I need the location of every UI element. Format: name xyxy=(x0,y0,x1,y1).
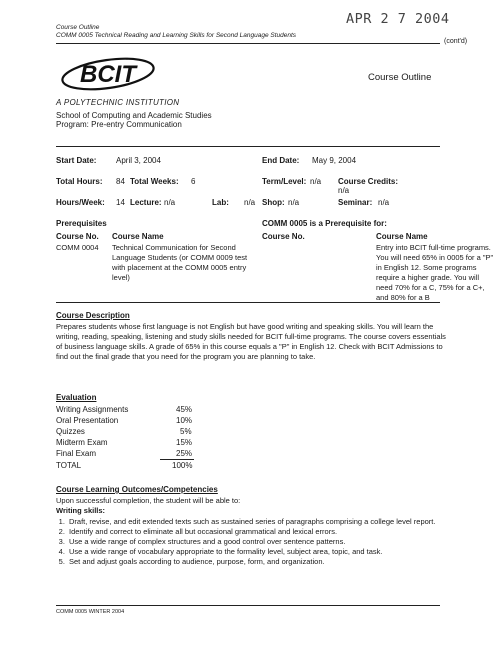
info-top-rule xyxy=(56,146,440,147)
eval-pct-quizzes: 5% xyxy=(180,427,192,436)
writing-skills-subhead: Writing skills: xyxy=(56,506,106,515)
prereq-for-col-course-no: Course No. xyxy=(262,232,305,241)
eval-pct-oral: 10% xyxy=(176,416,193,425)
header-contd: (cont'd) xyxy=(444,38,468,45)
course-description-text: Prepares students whose first language is not English but have good writing and speaking skills. You will learn the writing, reading, speaking, listening and study skills needed for BCIT full-time programs. The course covers essentials of business language skills. A grade of 65% in this course equals a "P" in English 12. Check with BCIT Admissions to find out the final grade that you need for the program you are planning to take. xyxy=(56,322,446,361)
prereq-for-col-course-name: Course Name xyxy=(376,232,428,241)
list-item: 2. Identify and correct to eliminate all but occasional grammatical and lexical errors. xyxy=(67,527,447,537)
end-date-value: May 9, 2004 xyxy=(312,156,357,165)
header-rule xyxy=(56,43,440,44)
prereq-bottom-rule xyxy=(56,302,440,303)
prerequisites-heading: Prerequisites xyxy=(56,219,107,228)
evaluation-title: Evaluation xyxy=(56,393,97,402)
date-stamp: APR 2 7 2004 xyxy=(346,11,450,27)
seminar-label: Seminar: xyxy=(338,198,373,207)
footer-text: COMM 0005 WINTER 2004 xyxy=(56,609,125,615)
prerequisite-for-heading: COMM 0005 is a Prerequisite for: xyxy=(262,219,387,228)
eval-item-midterm: Midterm Exam xyxy=(56,438,108,447)
list-item: 1. Draft, revise, and edit extended texts such as sustained series of paragraphs comprising a college level report. xyxy=(67,517,447,527)
header-course-title: COMM 0005 Technical Reading and Learning Skills for Second Language Students xyxy=(56,32,297,39)
shop-value: n/a xyxy=(288,198,300,207)
prereq-course-name: Technical Communication for Second Language Students (or COMM 0009 test with placement at the COMM 0005 entry level) xyxy=(112,243,248,282)
eval-total-pct: 100% xyxy=(172,461,193,470)
eval-sum-rule xyxy=(160,459,194,460)
eval-total-label: TOTAL xyxy=(56,461,82,470)
footer-rule xyxy=(56,605,440,606)
eval-pct-writing: 45% xyxy=(176,405,193,414)
eval-item-final: Final Exam xyxy=(56,449,97,458)
total-weeks-label: Total Weeks: xyxy=(130,177,179,186)
course-credits-label: Course Credits: xyxy=(338,177,399,186)
total-hours-value: 84 xyxy=(116,177,125,186)
lecture-value: n/a xyxy=(164,198,176,207)
eval-item-quizzes: Quizzes xyxy=(56,427,85,436)
prereq-for-course-name: Entry into BCIT full-time programs. You will need 65% in 0005 for a "P" in English 12. Some programs require a higher grade. You will need 70% for a C, 75% for a C+, and 80% for a B xyxy=(376,243,494,302)
course-credits-value: n/a xyxy=(338,186,350,195)
total-weeks-value: 6 xyxy=(191,177,196,186)
course-description-title: Course Description xyxy=(56,311,130,320)
logo-tagline: A POLYTECHNIC INSTITUTION xyxy=(56,98,180,107)
lab-label: Lab: xyxy=(212,198,229,207)
eval-item-writing: Writing Assignments xyxy=(56,405,129,414)
program-name: Program: Pre-entry Communication xyxy=(56,120,182,129)
outcomes-title: Course Learning Outcomes/Competencies xyxy=(56,485,218,494)
lab-value: n/a xyxy=(244,198,256,207)
prereq-col-course-name: Course Name xyxy=(112,232,164,241)
term-level-value: n/a xyxy=(310,177,322,186)
list-item: 3. Use a wide range of complex structures and a good control over sentence patterns. xyxy=(67,537,447,547)
school-name: School of Computing and Academic Studies xyxy=(56,111,212,120)
eval-pct-midterm: 15% xyxy=(176,438,193,447)
bcit-logo-text: BCIT xyxy=(80,61,136,88)
eval-item-oral: Oral Presentation xyxy=(56,416,119,425)
end-date-label: End Date: xyxy=(262,156,300,165)
term-level-label: Term/Level: xyxy=(262,177,307,186)
outcomes-list xyxy=(56,517,447,567)
hours-week-label: Hours/Week: xyxy=(56,198,105,207)
document-title: Course Outline xyxy=(368,72,432,83)
eval-pct-final: 25% xyxy=(176,449,193,458)
list-item: 5. Set and adjust goals according to audience, purpose, form, and organization. xyxy=(67,557,447,567)
seminar-value: n/a xyxy=(378,198,390,207)
hours-week-value: 14 xyxy=(116,198,125,207)
start-date-label: Start Date: xyxy=(56,156,97,165)
lecture-label: Lecture: xyxy=(130,198,162,207)
bcit-logo xyxy=(58,52,158,98)
shop-label: Shop: xyxy=(262,198,285,207)
header-course-outline: Course Outline xyxy=(56,24,100,31)
start-date-value: April 3, 2004 xyxy=(116,156,161,165)
list-item: 4. Use a wide range of vocabulary appropriate to the formality level, subject area, topic, and task. xyxy=(67,547,447,557)
total-hours-label: Total Hours: xyxy=(56,177,103,186)
prereq-col-course-no: Course No. xyxy=(56,232,99,241)
outcomes-intro: Upon successful completion, the student will be able to: xyxy=(56,496,241,505)
prereq-course-no: COMM 0004 xyxy=(56,243,99,252)
